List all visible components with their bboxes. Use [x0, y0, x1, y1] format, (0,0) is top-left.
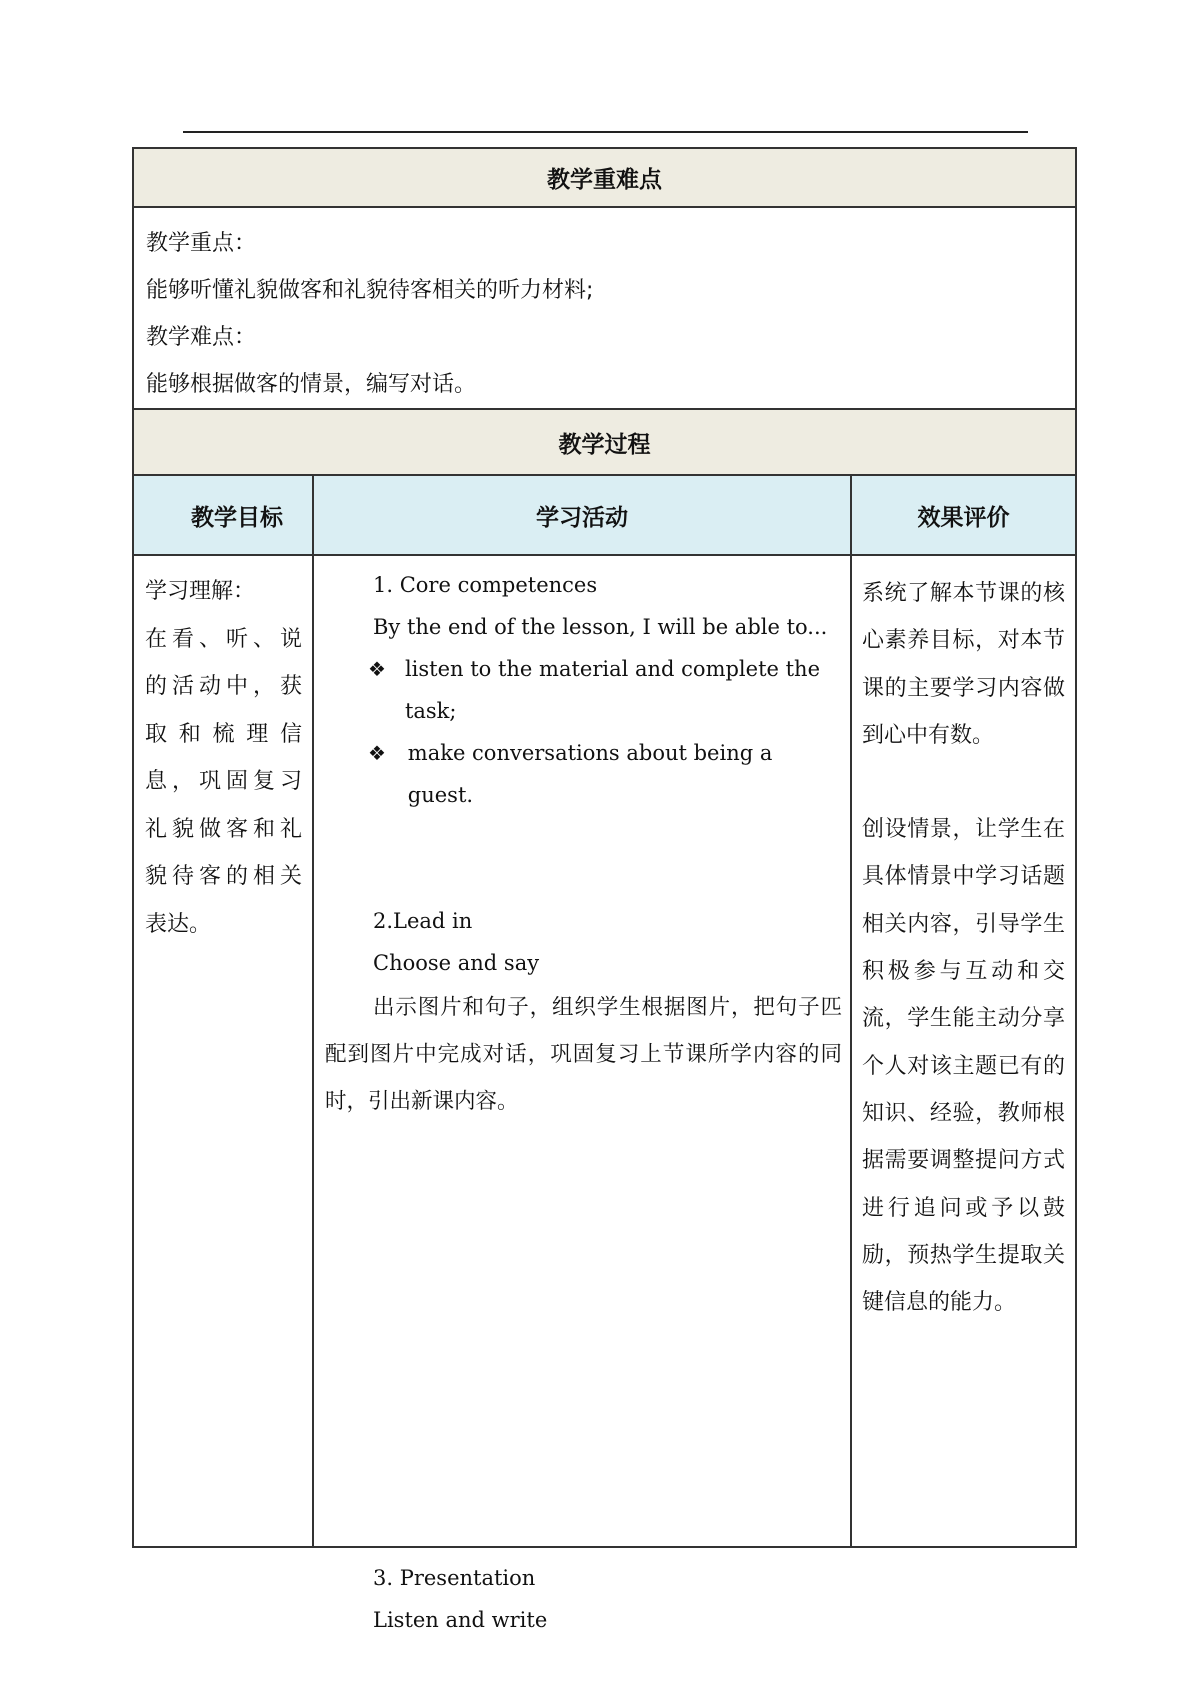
- goal-line: 表达。: [145, 911, 212, 937]
- header-rule: [183, 131, 1028, 133]
- section-title-text: 教学过程: [558, 431, 651, 458]
- activity-item1-intro: By the end of the lesson, I will be able to...: [373, 615, 828, 639]
- diamond-bullet-icon: ❖: [368, 741, 386, 765]
- evaluation-para: 创设情景，让学生在具体情景中学习话题相关内容，引导学生积极参与互动和交流，学生能主动分享个人对该主题已有的知识、经验，教师根据需要调整提问方式进行追问或予以鼓励，预热学生提取关键信息的能力。: [862, 817, 1065, 1316]
- activity-item3-title: 3. Presentation: [373, 1566, 536, 1590]
- activity-bullet: [325, 648, 842, 732]
- activity-item3-sub: Listen and write: [373, 1608, 548, 1632]
- goal-line: 貌待客的相关: [145, 864, 302, 889]
- key-point-text: 能够听懂礼貌做客和礼貌待客相关的听力材料;: [146, 278, 594, 303]
- goal-line: 在看、听、说: [145, 626, 302, 652]
- difficulty-heading: 教学难点：: [146, 325, 257, 350]
- activity-item2-title: 2.Lead in: [373, 909, 473, 933]
- goal-cell: [134, 556, 312, 1546]
- column-header-goal: 教学目标: [191, 504, 283, 531]
- goal-line: 学习理解：: [145, 579, 256, 604]
- spacer: [862, 759, 1065, 806]
- activity-item2-sub: Choose and say: [373, 951, 540, 975]
- spacer: [325, 1125, 842, 1557]
- goal-line: 礼貌做客和礼: [145, 816, 302, 842]
- column-header-row: [134, 476, 1075, 556]
- column-header-activity: 学习活动: [536, 504, 628, 531]
- section-title-key-points: [134, 149, 1075, 208]
- evaluation-cell: [852, 556, 1075, 1546]
- lesson-plan-table: [132, 147, 1077, 1632]
- key-point-heading: 教学重点：: [146, 231, 257, 256]
- evaluation-para: 系统了解本节课的核心素养目标，对本节课的主要学习内容做到心中有数。: [862, 581, 1065, 748]
- goal-line: 息，巩固复习: [145, 769, 302, 794]
- activity-bullet-text: make conversations about being a guest.: [407, 741, 773, 807]
- activity-bullet-text: listen to the material and complete the task;: [404, 657, 821, 723]
- activity-bullet: [325, 732, 842, 816]
- spacer: [325, 816, 842, 900]
- goal-line: 取和梳理信: [145, 721, 302, 747]
- activity-item2-desc: 出示图片和句子，组织学生根据图片，把句子匹配到图片中完成对话，巩固复习上节课所学内容的同时，引出新课内容。: [325, 995, 842, 1114]
- key-points-cell: [134, 208, 1075, 410]
- column-header-evaluation: 效果评价: [917, 504, 1010, 531]
- section-title-text: 教学重难点: [547, 167, 662, 193]
- goal-line: 的活动中，获: [145, 674, 302, 699]
- activity-item1-title: 1. Core competences: [373, 573, 598, 597]
- section-title-process: [134, 410, 1075, 476]
- process-body-row: [134, 556, 1075, 1632]
- activity-cell: [314, 556, 850, 1632]
- diamond-bullet-icon: ❖: [368, 657, 386, 681]
- difficulty-text: 能够根据做客的情景，编写对话。: [146, 372, 477, 397]
